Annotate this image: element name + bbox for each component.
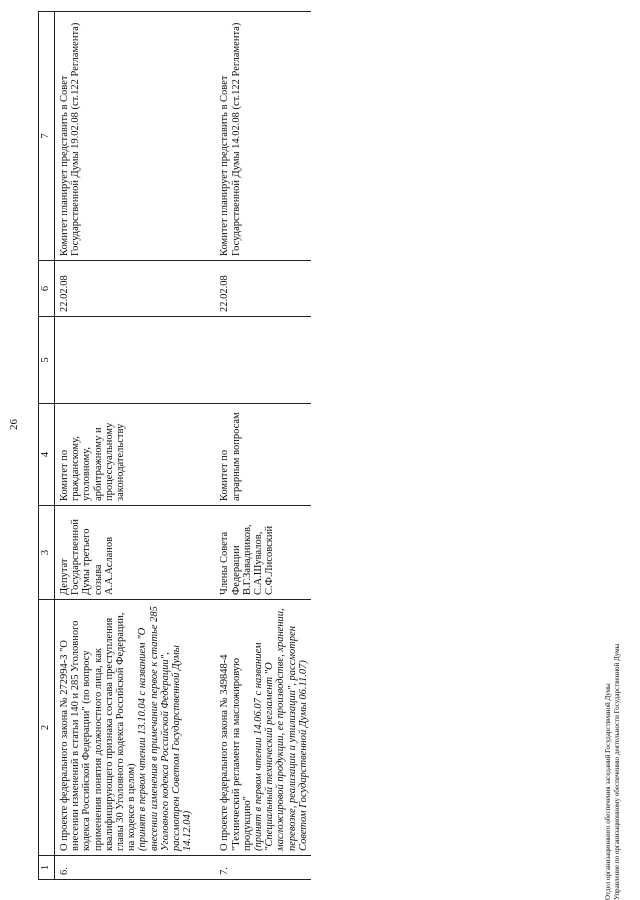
column-header-2: 2	[39, 600, 55, 856]
column-header-3: 3	[39, 506, 55, 600]
column-5-cell	[195, 317, 311, 404]
responsible-committee: Комитет по аграрным вопросам	[195, 404, 311, 506]
column-header-6: 6	[39, 261, 55, 317]
footer-line-1: Отдел организационного обеспечения заседаний Государственной Думы	[604, 683, 612, 900]
review-date: 22.02.08	[195, 261, 311, 317]
row-number: 7.	[195, 856, 311, 880]
page-footer	[604, 644, 622, 900]
bill-status-note: (принят в первом чтении 14.06.07 с названием "Специальный технический регламент "О масложировой продукции, ее производстве, хранении, перевозке, реализации и утилизации", рассмотрен Советом Государственной Думы 06.11.07)	[253, 608, 309, 851]
bill-author: Депутат Государственной Думы третьего созыва А.А.Асланов	[55, 506, 196, 600]
row-number: 6.	[55, 856, 196, 880]
table-row	[55, 12, 196, 880]
footer-line-2: Управление по организационному обеспечению деятельности Государственной Думы	[613, 643, 621, 900]
column-5-cell	[55, 317, 196, 404]
table-row	[195, 12, 311, 880]
bill-author: Члены Совета Федерации В.Г.Завадников, С.А.Шувалов, С.Ф.Лисовский	[195, 506, 311, 600]
bill-status-note: (принят в первом чтении 13.10.04 с названием "О внесении изменения в примечание первое к статье 285 Уголовного кодекса Российской Федерации", рассмотрен Советом Государственной Думы 14.12.04)	[137, 606, 194, 851]
column-header-4: 4	[39, 404, 55, 506]
committee-plan: Комитет планирует представить в Совет Государственной Думы 14.02.08 (ст.122 Регламента)	[195, 12, 311, 261]
column-header-5: 5	[39, 317, 55, 404]
column-header-7: 7	[39, 12, 55, 261]
bill-title: О проекте федерального закона № 349848-4 "Технический регламент на масложировую продукцию"	[219, 654, 253, 851]
bill-title-cell	[195, 600, 311, 856]
page-number: 26	[8, 419, 20, 430]
bill-title: О проекте федерального закона № 272994-3 "О внесении изменений в статьи 140 и 285 Уголовного кодекса Российской Федерации" (по вопросу применения понятия должностного лица, как квалифицирующего признака состава преступления главы 30 Уголовного кодекса Российской Федерации, на кодексе в целом)	[59, 612, 138, 851]
header-row	[39, 12, 55, 880]
column-header-1: 1	[39, 856, 55, 880]
bills-table	[38, 11, 311, 880]
committee-plan: Комитет планирует представить в Совет Государственной Думы 19.02.08 (ст.122 Регламента)	[55, 12, 196, 261]
bill-title-cell	[55, 600, 196, 856]
responsible-committee: Комитет по гражданскому, уголовному, арбитражному и процессуальному законодательству	[55, 404, 196, 506]
review-date: 22.02.08	[55, 261, 196, 317]
